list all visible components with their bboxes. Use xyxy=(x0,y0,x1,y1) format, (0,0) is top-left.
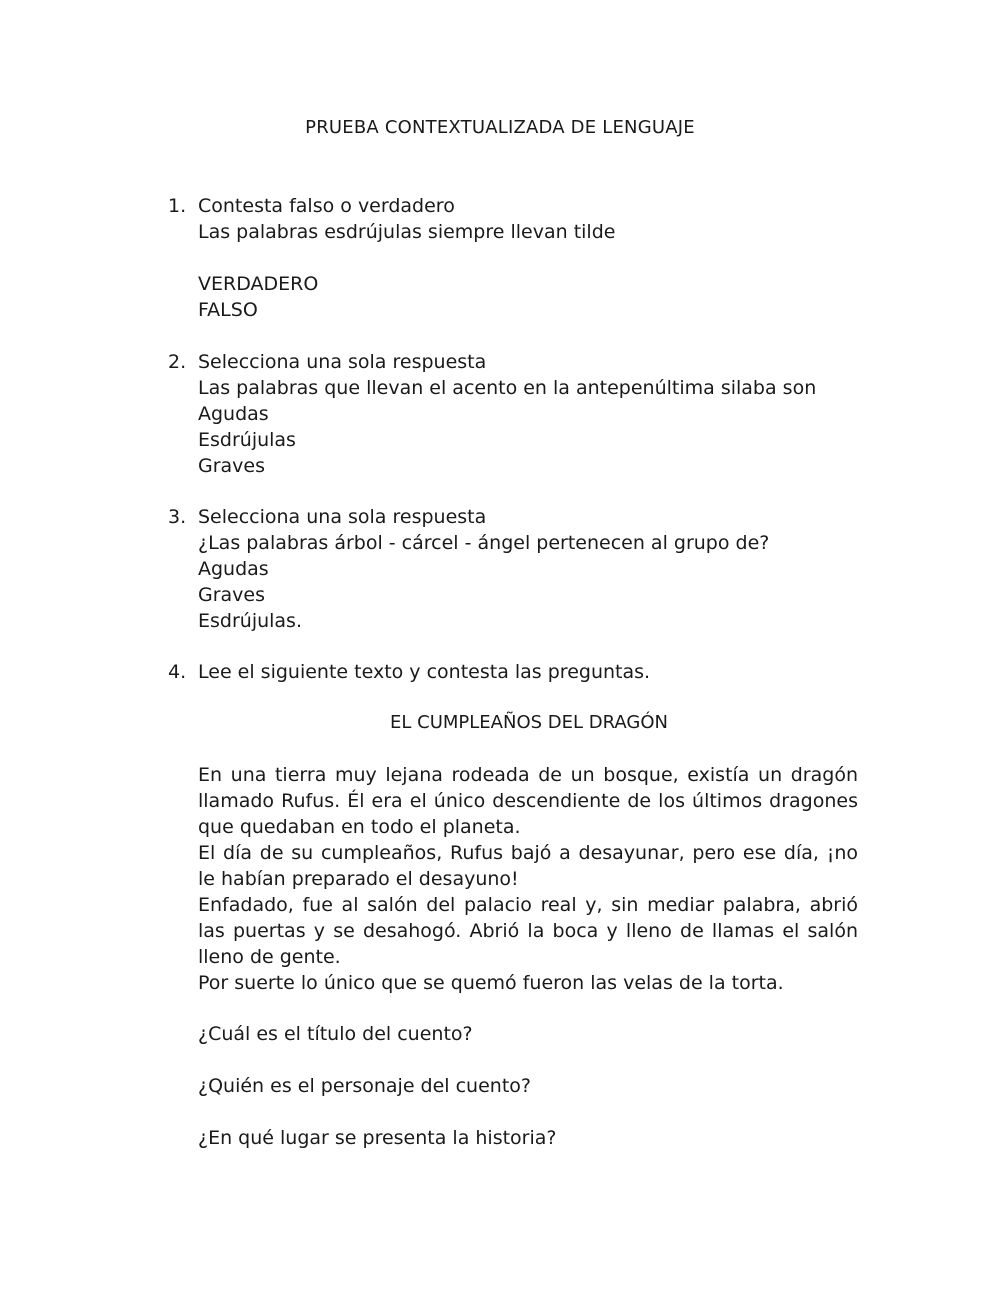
story-paragraph: El día de su cumpleaños, Rufus bajó a desayunar, pero ese día, ¡no le habían preparado el desayuno! xyxy=(198,842,858,890)
story-title: EL CUMPLEAÑOS DEL DRAGÓN xyxy=(390,712,668,733)
comprehension-question-place: ¿En qué lugar se presenta la historia? xyxy=(198,1127,557,1149)
option-verdadero[interactable]: VERDADERO xyxy=(198,273,319,295)
comprehension-question-character: ¿Quién es el personaje del cuento? xyxy=(198,1075,531,1097)
option-esdrujulas[interactable]: Esdrújulas. xyxy=(198,610,302,632)
question-2 xyxy=(168,349,868,479)
question-3 xyxy=(168,504,868,634)
question-instruction: Lee el siguiente texto y contesta las preguntas. xyxy=(198,661,651,683)
option-agudas[interactable]: Agudas xyxy=(198,558,269,580)
page-title: PRUEBA CONTEXTUALIZADA DE LENGUAJE xyxy=(305,117,695,138)
question-1 xyxy=(168,193,868,323)
question-instruction: Contesta falso o verdadero xyxy=(198,195,455,217)
story-paragraph: Enfadado, fue al salón del palacio real y, sin mediar palabra, abrió las puertas y se desahogó. Abrió la boca y lleno de llamas el salón lleno de gente. xyxy=(198,894,858,968)
question-number: 2. xyxy=(168,351,187,373)
option-agudas[interactable]: Agudas xyxy=(198,403,269,425)
question-prompt: ¿Las palabras árbol - cárcel - ángel pertenecen al grupo de? xyxy=(198,532,770,554)
question-number: 1. xyxy=(168,195,187,217)
question-instruction: Selecciona una sola respuesta xyxy=(198,506,487,528)
question-prompt: Las palabras que llevan el acento en la antepenúltima silaba son xyxy=(198,377,817,399)
comprehension-question-title: ¿Cuál es el título del cuento? xyxy=(198,1023,473,1045)
question-number: 3. xyxy=(168,506,187,528)
option-graves[interactable]: Graves xyxy=(198,584,266,606)
story-text xyxy=(198,762,858,996)
option-falso[interactable]: FALSO xyxy=(198,299,258,321)
question-number: 4. xyxy=(168,661,187,683)
story-paragraph: Por suerte lo único que se quemó fueron las velas de la torta. xyxy=(198,972,784,994)
story-paragraph: En una tierra muy lejana rodeada de un bosque, existía un dragón llamado Rufus. Él era el único descendiente de los últimos dragones que quedaban en todo el planeta. xyxy=(198,764,858,838)
question-4 xyxy=(168,659,868,685)
option-graves[interactable]: Graves xyxy=(198,455,266,477)
option-esdrujulas[interactable]: Esdrújulas xyxy=(198,429,296,451)
question-prompt: Las palabras esdrújulas siempre llevan tilde xyxy=(198,221,616,243)
question-instruction: Selecciona una sola respuesta xyxy=(198,351,487,373)
